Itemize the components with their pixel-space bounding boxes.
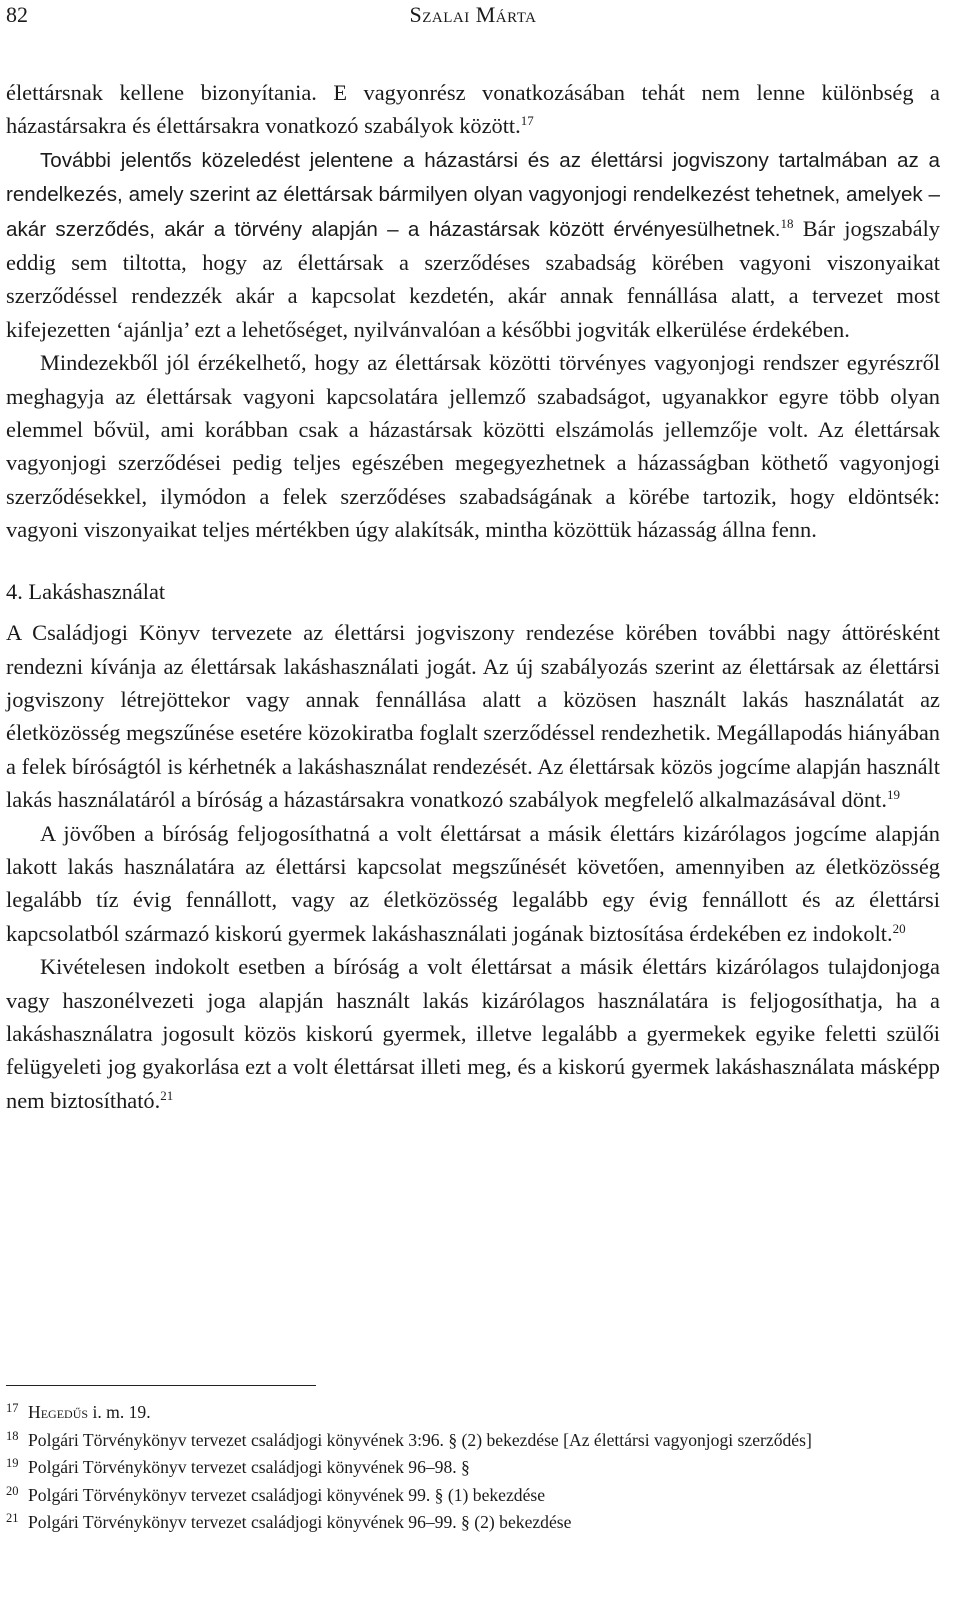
- footnote-text: Polgári Törvénykönyv tervezet családjogi könyvének 99. § (1) bekezdése: [28, 1484, 546, 1505]
- page-header: [6, 2, 940, 32]
- paragraph-1: [6, 76, 940, 143]
- footnote-ref-20[interactable]: 20: [892, 920, 906, 936]
- running-head: Szalai Márta: [409, 2, 537, 27]
- paragraph-3: Mindezekből jól érzékelhető, hogy az élettársak közötti törvényes vagyonjogi rendszer egyrészről meghagyja az élettársak vagyoni kapcsolatára jellemző szabadságot, ugyanakkor egyre több olyan elemmel bővül, ami korábban csak a házastársak közötti elszámolás jellemzője volt. Az élettársak vagyonjogi szerződései pedig teljes egészében megegyezhetnek a házasságban köthető vagyonjogi szerződésekkel, ilymódon a felek szerződéses szabadságának a körébe tartozik, hogy eldöntsék: vagyoni viszonyaikat teljes mértékben úgy alakítsák, mintha közöttük házasság állna fenn.: [6, 350, 940, 543]
- paragraph-1-text: élettársnak kellene bizonyítania. E vagyonrész vonatkozásában tehát nem lenne különbség a házastársakra és élettársakra vonatkozó szabályok között.: [6, 80, 940, 139]
- footnote-number: 19: [6, 1456, 19, 1471]
- paragraph-2-sans-text: További jelentős közeledést jelentene a házastársi és az élettársi jogviszony tartalmában az a rendelkezés, amely szerint az élettársak bármilyen olyan vagyonjogi rendelkezést tehetnek, amelyek – akár szerződés, akár a törvény alapján – a házastársak között érvényesülhetnek.: [6, 148, 940, 241]
- footnote-17: [6, 1400, 940, 1426]
- footnote-20: [6, 1483, 940, 1509]
- footnote-number: 21: [6, 1511, 19, 1526]
- footnotes: [6, 1400, 940, 1538]
- footnote-number: 20: [6, 1483, 19, 1498]
- paragraph-6-text: Kivételesen indokolt esetben a bíróság a volt élettársat a másik élettárs kizárólagos tulajdonjoga vagy haszonélvezeti joga alapján használt lakás kizárólagos használatára is feljogosíthatja, ha a lakáshasználatra jogosult közös kiskorú gyermek, illetve legalább a gyermekek egyike feletti szülői felügyeleti jog gyakorlása ezt a volt élettársat illeti meg, és a kiskorú gyermek lakáshasználata másképp nem biztosítható.: [6, 954, 940, 1113]
- footnote-number: 18: [6, 1428, 19, 1443]
- footnote-number: 17: [6, 1401, 19, 1415]
- footnote-18: [6, 1428, 940, 1454]
- footnote-21: [6, 1510, 940, 1536]
- footnote-ref-17[interactable]: 17: [520, 113, 534, 129]
- document-page: [6, 0, 940, 1602]
- paragraph-4: [6, 616, 940, 816]
- paragraph-6: [6, 950, 940, 1117]
- footnote-text: Polgári Törvénykönyv tervezet családjogi könyvének 96–98. §: [28, 1457, 470, 1478]
- paragraph-5: [6, 817, 940, 951]
- footnote-ref-21[interactable]: 21: [160, 1087, 174, 1103]
- footnote-19: [6, 1455, 940, 1481]
- footnote-text: i. m. 19.: [88, 1402, 151, 1422]
- section-heading: 4. Lakáshasználat: [6, 578, 166, 604]
- page-number: 82: [6, 2, 28, 27]
- footnote-ref-18[interactable]: 18: [780, 215, 794, 231]
- paragraph-4-text: A Családjogi Könyv tervezete az élettársi jogviszony rendezése körében további nagy áttörésként rendezni kívánja az élettársak lakáshasználati jogát. Az új szabályozás szerint az élettársak az élettársi jogviszony létrejöttekor vagy annak fennállása alatt a közösen használt lakás használatát az életközösség megszűnése esetére közokiratba foglalt szerződéssel rendezhetik. Megállapodás hiányában a felek bíróságtól is kérhetnék a lakáshasználat rendezését. Az élettársak közös jogcíme alapján használt lakás használatáról a bíróság a házastársakra vonatkozó szabályok megfelelő alkalmazásával dönt.: [6, 620, 940, 813]
- paragraph-2-text: Bár jogszabály eddig sem tiltotta, hogy az élettársak a szerződéses szabadság körében vagyoni viszonyaikat szerződéssel rendezzék akár a kapcsolat kezdetén, akár annak fennállása alatt, a tervezet most kifejezetten ‘ajánlja’ ezt a lehetőséget, nyilvánvalóan a későbbi jogviták elkerülése érdekében.: [6, 215, 940, 342]
- footnote-text: Polgári Törvénykönyv tervezet családjogi könyvének 96–99. § (2) bekezdése: [28, 1512, 572, 1533]
- paragraph-2: [6, 143, 940, 346]
- body-text: [6, 76, 940, 1117]
- footnote-author: Hegedűs: [28, 1402, 89, 1422]
- paragraph-5-text: A jövőben a bíróság feljogosíthatná a volt élettársat a másik élettárs kizárólagos jogcíme alapján lakott lakás használatára az élettársi kapcsolat megszűnését követően, amennyiben az életközösség legalább tíz évig fennállott, vagy az életközösség legalább egy évig fennállott és az élettársi kapcsolatból származó kiskorú gyermek lakáshasználati jogának biztosítása érdekében ez indokolt.: [6, 820, 940, 946]
- footnote-divider: [6, 1385, 316, 1386]
- footnote-text: Polgári Törvénykönyv tervezet családjogi könyvének 3:96. § (2) bekezdése [Az élettársi vagyonjogi szerződés]: [28, 1429, 812, 1450]
- footnote-ref-19[interactable]: 19: [886, 787, 900, 803]
